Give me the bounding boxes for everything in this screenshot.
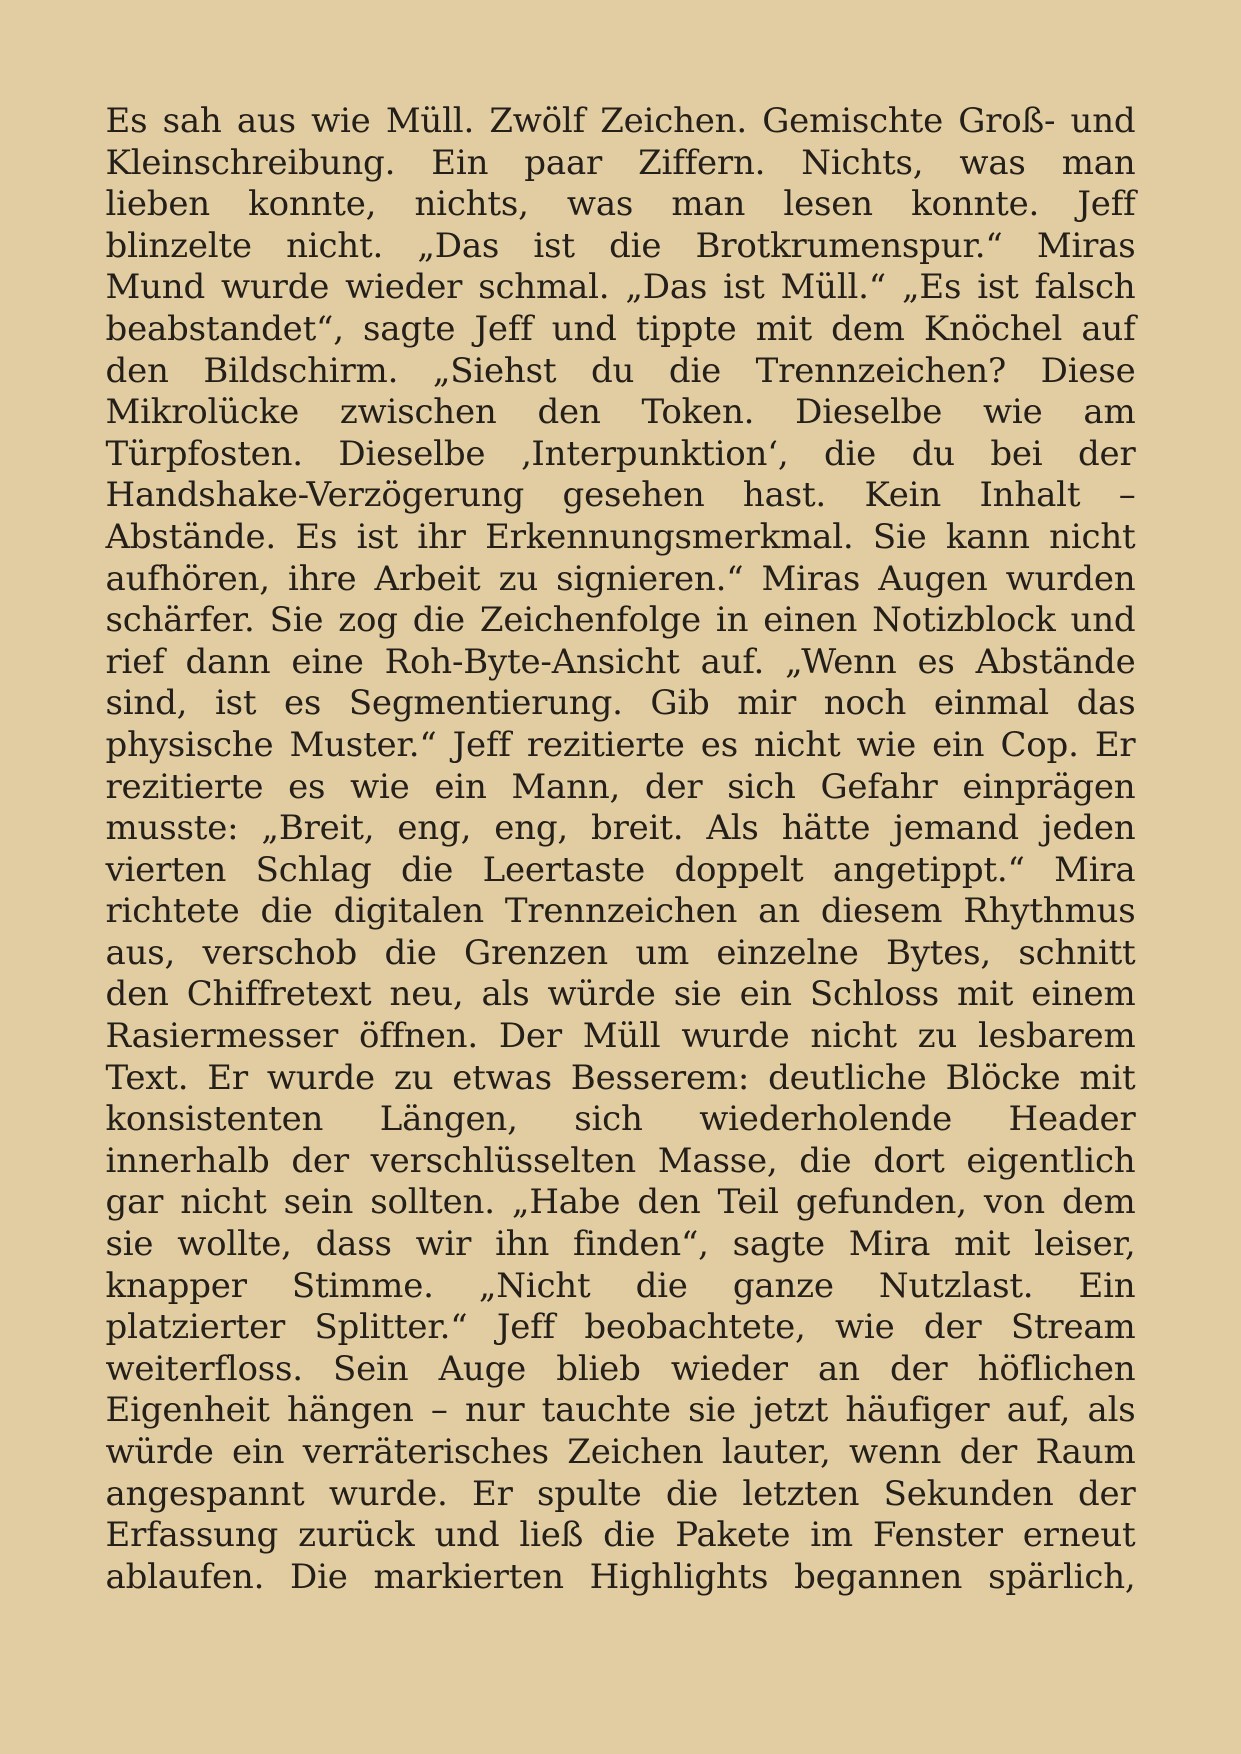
- text-line: vierten Schlag die Leertaste doppelt angetippt.“ Mira: [105, 849, 1136, 890]
- text-line: innerhalb der verschlüsselten Masse, die dort eigentlich: [105, 1140, 1136, 1181]
- text-line: Kleinschreibung. Ein paar Ziffern. Nichts, was man: [105, 142, 1136, 183]
- text-line: Mund wurde wieder schmal. „Das ist Müll.“ „Es ist falsch: [105, 267, 1136, 308]
- text-line: Es sah aus wie Müll. Zwölf Zeichen. Gemischte Groß- und: [105, 101, 1136, 141]
- text-line: weiterfloss. Sein Auge blieb wieder an der höflichen: [105, 1348, 1136, 1389]
- text-line: rezitierte es wie ein Mann, der sich Gefahr einprägen: [105, 766, 1136, 807]
- text-line: ablaufen. Die markierten Highlights begannen spärlich,: [105, 1556, 1136, 1597]
- text-line: würde ein verräterisches Zeichen lauter, wenn der Raum: [105, 1432, 1136, 1472]
- text-line: blinzelte nicht. „Das ist die Brotkrumenspur.“ Miras: [105, 225, 1136, 266]
- text-line: Text. Er wurde zu etwas Besserem: deutliche Blöcke mit: [105, 1057, 1136, 1098]
- text-line: physische Muster.“ Jeff rezitierte es nicht wie ein Cop. Er: [105, 724, 1136, 765]
- text-line: schärfer. Sie zog die Zeichenfolge in einen Notizblock und: [105, 600, 1136, 641]
- text-line: aufhören, ihre Arbeit zu signieren.“ Miras Augen wurden: [105, 558, 1136, 599]
- text-line: Handshake-Verzögerung gesehen hast. Kein Inhalt –: [105, 475, 1136, 516]
- text-line: Erfassung zurück und ließ die Pakete im Fenster erneut: [105, 1515, 1136, 1556]
- text-line: aus, verschob die Grenzen um einzelne Bytes, schnitt: [105, 932, 1136, 973]
- text-line: sind, ist es Segmentierung. Gib mir noch einmal das: [105, 683, 1136, 724]
- text-line: den Bildschirm. „Siehst du die Trennzeichen? Diese: [105, 350, 1136, 391]
- text-line: Rasiermesser öffnen. Der Müll wurde nicht zu lesbarem: [105, 1016, 1136, 1057]
- text-line: den Chiffretext neu, als würde sie ein Schloss mit einem: [105, 974, 1136, 1015]
- text-line: Mikrolücke zwischen den Token. Dieselbe wie am: [105, 392, 1136, 433]
- text-line: Türpfosten. Dieselbe ‚Interpunktion‘, die du bei der: [105, 433, 1136, 474]
- text-line: rief dann eine Roh-Byte-Ansicht auf. „Wenn es Abstände: [105, 641, 1136, 682]
- text-line: lieben konnte, nichts, was man lesen konnte. Jeff: [105, 184, 1136, 225]
- text-line: angespannt wurde. Er spulte die letzten Sekunden der: [105, 1473, 1136, 1514]
- text-line: sie wollte, dass wir ihn finden“, sagte Mira mit leiser,: [105, 1224, 1136, 1265]
- text-line: musste: „Breit, eng, eng, breit. Als hätte jemand jeden: [105, 808, 1136, 849]
- text-line: platzierter Splitter.“ Jeff beobachtete, wie der Stream: [105, 1307, 1136, 1348]
- text-line: knapper Stimme. „Nicht die ganze Nutzlast. Ein: [105, 1265, 1136, 1306]
- text-line: konsistenten Längen, sich wiederholende Header: [105, 1099, 1136, 1140]
- body-text-block: [106, 0, 1136, 1598]
- text-line: richtete die digitalen Trennzeichen an diesem Rhythmus: [105, 891, 1136, 932]
- text-line: beabstandet“, sagte Jeff und tippte mit dem Knöchel auf: [105, 308, 1136, 349]
- text-line: Eigenheit hängen – nur tauchte sie jetzt häufiger auf, als: [105, 1390, 1136, 1431]
- text-line: Abstände. Es ist ihr Erkennungsmerkmal. Sie kann nicht: [105, 516, 1136, 557]
- text-line: gar nicht sein sollten. „Habe den Teil gefunden, von dem: [105, 1182, 1136, 1223]
